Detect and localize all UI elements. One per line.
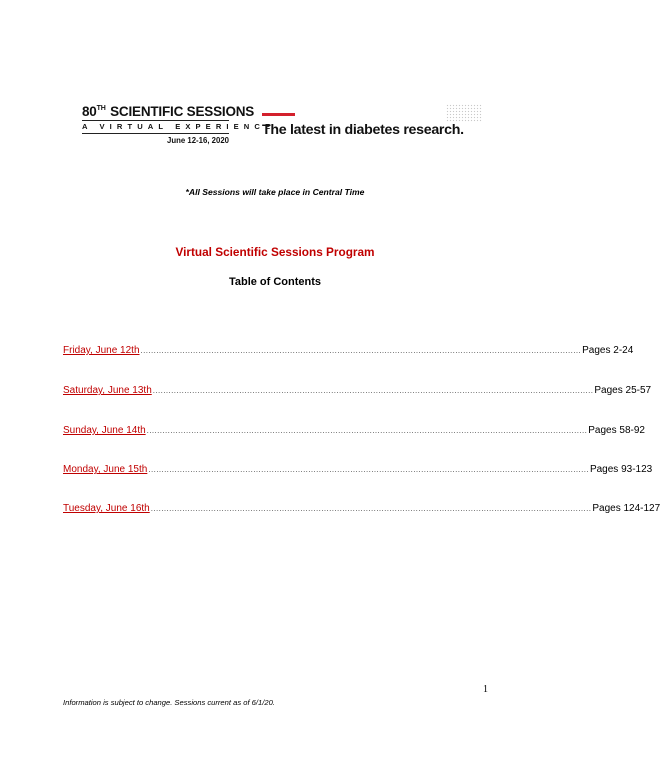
- toc-pages: Pages 124-127: [592, 503, 660, 514]
- logo-title-text: SCIENTIFIC SESSIONS: [110, 104, 255, 119]
- logo-dates: June 12-16, 2020: [167, 136, 229, 145]
- toc-leader-dots: ........................................................................................................................................................................: [152, 386, 594, 395]
- dot-pattern-decoration: [446, 104, 482, 122]
- central-time-note: *All Sessions will take place in Central Time: [185, 187, 365, 197]
- toc-pages: Pages 93-123: [589, 464, 653, 475]
- toc-entry: [63, 502, 660, 516]
- toc-link-sunday[interactable]: Sunday, June 14th: [63, 425, 146, 436]
- header-banner: [82, 102, 482, 152]
- toc-pages: Pages 25-57: [594, 385, 652, 396]
- toc-entry: [63, 424, 645, 438]
- toc-entry: [63, 384, 652, 398]
- toc-link-saturday[interactable]: Saturday, June 13th: [63, 385, 152, 396]
- logo-edition-suffix: TH: [96, 105, 106, 112]
- toc-leader-dots: ........................................................................................................................................................................: [148, 465, 589, 474]
- toc-link-friday[interactable]: Friday, June 12th: [63, 345, 140, 356]
- footer-disclaimer: Information is subject to change. Sessions current as of 6/1/20.: [63, 698, 275, 707]
- toc-pages: Pages 2-24: [582, 345, 634, 356]
- conference-logo: [82, 102, 276, 150]
- program-title: Virtual Scientific Sessions Program: [175, 245, 375, 259]
- toc-leader-dots: ........................................................................................................................................................................: [140, 346, 582, 355]
- header-tagline: The latest in diabetes research.: [262, 122, 464, 138]
- logo-edition: 80: [82, 104, 97, 119]
- toc-link-tuesday[interactable]: Tuesday, June 16th: [63, 503, 150, 514]
- toc-title: Table of Contents: [228, 276, 322, 288]
- logo-rule-top: [82, 120, 229, 121]
- page-number: 1: [483, 684, 488, 695]
- toc-pages: Pages 58-92: [588, 425, 645, 436]
- toc-leader-dots: ........................................................................................................................................................................: [150, 504, 592, 513]
- toc-link-monday[interactable]: Monday, June 15th: [63, 464, 148, 475]
- logo-title: [82, 104, 254, 119]
- logo-subtitle: A VIRTUAL EXPERIENCE: [82, 122, 276, 131]
- toc-entry: [63, 463, 653, 477]
- logo-rule-bottom: [82, 133, 229, 134]
- toc-leader-dots: ........................................................................................................................................................................: [146, 426, 588, 435]
- toc-entry: [63, 344, 634, 358]
- red-accent-bar: [262, 113, 295, 116]
